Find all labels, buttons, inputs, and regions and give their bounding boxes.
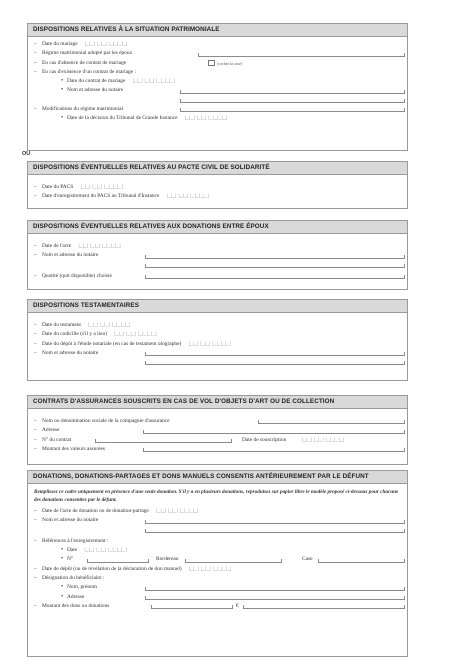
row-adresse: – Adresse	[34, 426, 402, 435]
row-notaire: • Nom et adresse du notaire	[34, 86, 402, 95]
row-absence: – En cas d'absence de contrat de mariage (cocher la case)	[34, 59, 243, 66]
contrat-input[interactable]	[96, 442, 231, 443]
row-notaire-cont	[34, 358, 402, 367]
numero-input[interactable]	[88, 562, 148, 563]
date-field[interactable]: |_|_| |_|_| |_|_|_|_|	[302, 436, 345, 443]
section-situation-patrimoniale	[27, 23, 408, 151]
montant-input[interactable]	[144, 451, 404, 452]
section-donations-epoux	[27, 220, 408, 290]
row-nom: • Nom, prénom	[34, 583, 402, 592]
date-field[interactable]: |_|_| |_|_| |_|_|_|_|	[132, 78, 176, 85]
row-montant: – Montant des dons ou donations €	[34, 602, 402, 611]
absence-checkbox[interactable]	[208, 60, 215, 66]
montant-input[interactable]	[152, 608, 232, 609]
row-designation: – Désignation du bénéficiaire :	[34, 575, 105, 582]
adresse-input[interactable]	[146, 599, 404, 600]
section-title: DONATIONS, DONATIONS-PARTAGES ET DONS MANUELS CONSENTIS ANTÉRIEUREMENT PAR LE DÉFUNT	[28, 471, 407, 484]
date-field[interactable]: |_|_| |_|_| |_|_|_|_|	[166, 193, 210, 200]
modifications-input[interactable]	[181, 111, 404, 112]
nom-input[interactable]	[146, 590, 404, 591]
notaire-input[interactable]	[146, 258, 404, 259]
section-title: DISPOSITIONS ÉVENTUELLES RELATIVES AU PACTE CIVIL DE SOLIDARITÉ	[28, 162, 407, 175]
row-quotite: – Quotité (quit disponible) choisie	[34, 272, 402, 281]
date-field[interactable]: |_|_| |_|_| |_|_|_|_|	[184, 115, 228, 122]
row-date-pacs: – Date du PACS |_|_| |_|_| |_|_|_|_|	[34, 183, 402, 192]
notaire-input[interactable]	[146, 523, 404, 524]
row-date-mariage: – Date du mariage |_|_| |_|_| |_|_|_|_|	[34, 40, 402, 49]
row-compagnie: – Nom ou dénomination sociale de la compagnie d'assurance	[34, 417, 402, 426]
row-notaire-cont	[34, 261, 402, 270]
row-depot: – Date de dépôt (ou de révélation de la déclaration de don manuel) |_|_| |_|_| |_|_|_|_|	[34, 565, 402, 574]
row-codicille: – Date du codicille (s'il y a lieu) |_|_| |_|_| |_|_|_|_|	[34, 330, 402, 339]
date-field[interactable]: |_|_| |_|_| |_|_|_|_|	[78, 243, 121, 249]
case-input[interactable]	[319, 562, 404, 563]
row-contrat: – N° du contrat Date de souscription |_|_| |_|_| |_|_|_|_|	[34, 436, 402, 445]
row-references: – Références à l'enregistrement :	[34, 537, 109, 544]
section-title: DISPOSITIONS TESTAMENTAIRES	[28, 300, 407, 313]
section-title: CONTRATS D'ASSURANCES SOUSCRITS EN CAS DE VOL D'OBJETS D'ART OU DE COLLECTION	[28, 396, 407, 409]
row-date-contrat: • Date du contrat de mariage |_|_| |_|_| |_|_|_|_|	[34, 77, 402, 86]
notaire-input-2[interactable]	[146, 267, 404, 268]
notaire-input[interactable]	[181, 93, 404, 94]
notaire-input[interactable]	[146, 355, 404, 356]
section-donations-defunt	[27, 470, 408, 657]
row-date-acte: – Date de l'acte |_|_| |_|_| |_|_|_|_|	[34, 242, 402, 251]
or-label: OU	[22, 151, 31, 157]
notaire-input-2[interactable]	[146, 532, 404, 533]
date-field[interactable]: |_|_| |_|_| |_|_|_|_|	[84, 41, 128, 47]
regime-input[interactable]	[199, 56, 404, 57]
row-depot: – Date du dépôt à l'étude notariale (en cas de testament olographe) |_|_| |_|_| |_|_|_|_|	[34, 340, 402, 349]
row-modifications: – Modifications du régime matrimonial	[34, 105, 402, 114]
row-montant: – Montant des valeurs assurées	[34, 445, 402, 454]
montant-cents-input[interactable]	[244, 608, 404, 609]
section-title: DISPOSITIONS ÉVENTUELLES RELATIVES AUX DONATIONS ENTRE ÉPOUX	[28, 221, 407, 234]
date-field[interactable]: |_|_| |_|_| |_|_|_|_|	[84, 547, 127, 554]
row-adresse: • Adresse	[34, 593, 402, 602]
notaire-input-2[interactable]	[181, 102, 404, 103]
row-date-acte: – Date de l'acte de donation ou de donation-partage |_|_| |_|_| |_|_|_|_|	[34, 507, 402, 516]
section-pacs	[27, 161, 408, 209]
adresse-input[interactable]	[144, 433, 404, 434]
row-notaire-cont	[34, 96, 402, 105]
date-field[interactable]: |_|_| |_|_| |_|_|_|_|	[80, 184, 124, 190]
date-field[interactable]: |_|_| |_|_| |_|_|_|_|	[114, 331, 157, 338]
section-assurances	[27, 395, 408, 465]
row-notaire: – Nom et adresse du notaire	[34, 349, 402, 358]
row-notaire-cont	[34, 526, 402, 535]
row-existence: – En cas d'existence d'un contrat de mariage :	[34, 68, 136, 75]
date-field[interactable]: |_|_| |_|_| |_|_|_|_|	[88, 322, 131, 328]
row-decision: • Date de la décision du Tribunal de Grande Instance |_|_| |_|_| |_|_|_|_|	[34, 114, 402, 123]
row-notaire: – Nom et adresse du notaire	[34, 251, 402, 260]
date-field[interactable]: |_|_| |_|_| |_|_|_|_|	[156, 508, 199, 514]
notaire-input-2[interactable]	[146, 364, 404, 365]
bordereau-input[interactable]	[186, 562, 281, 563]
date-field[interactable]: |_|_| |_|_| |_|_|_|_|	[189, 565, 232, 572]
row-regime: – Régime matrimonial adopté par les époux	[34, 49, 402, 58]
section-title: DISPOSITIONS RELATIVES À LA SITUATION PATRIMONIALE	[28, 24, 407, 37]
date-field[interactable]: |_|_| |_|_| |_|_|_|_|	[188, 340, 232, 347]
row-date-testament: – Date du testament |_|_| |_|_| |_|_|_|_|	[34, 321, 402, 330]
row-ref-date: • Date |_|_| |_|_| |_|_|_|_|	[34, 546, 402, 555]
row-notaire: – Nom et adresse du notaire	[34, 516, 402, 525]
row-enregistrement-pacs: – Date d'enregistrement du PACS au Tribunal d'Instance |_|_| |_|_| |_|_|_|_|	[34, 192, 402, 201]
quotite-input[interactable]	[146, 278, 404, 279]
section-testamentaires	[27, 299, 408, 381]
row-ref-numero: • N° Bordereau Case	[34, 555, 402, 564]
instruction-note: Remplissez ce cadre uniquement en présence d'une seule donation. S'il y a en plusieurs donations, reproduisez sur papier libre le modèle proposé ci-dessous pour chacune des donations consenties par le défunt.	[34, 489, 399, 503]
compagnie-input[interactable]	[259, 423, 404, 424]
